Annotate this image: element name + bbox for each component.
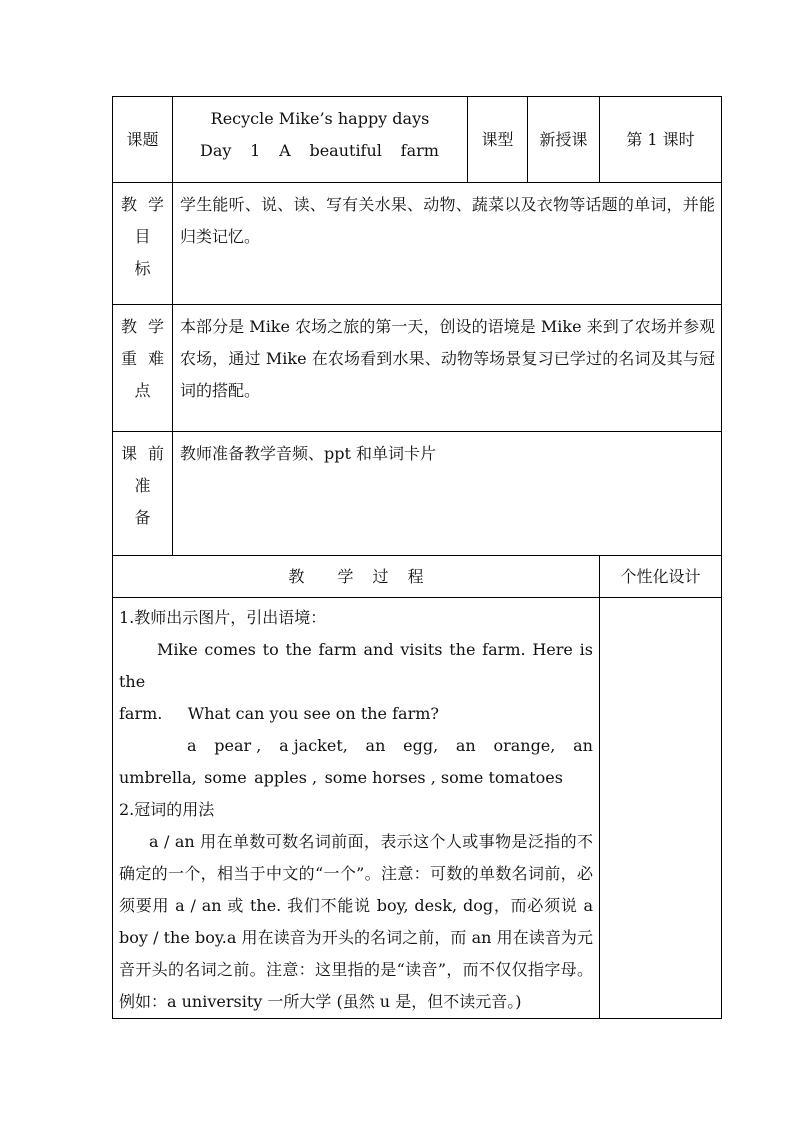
vocab-item: orange, — [493, 736, 556, 755]
period-cell — [600, 97, 722, 183]
header-row — [113, 97, 722, 183]
process-title-char4: 程 — [407, 566, 424, 586]
type-label-cell — [468, 97, 528, 183]
vocab-item: some — [204, 768, 247, 787]
vocab-item: an — [573, 736, 593, 755]
personal-design-cell — [600, 556, 722, 598]
lesson-title-line1: Recycle Mike’s happy days — [210, 109, 430, 128]
title-day-number: 1 — [250, 141, 261, 160]
preparation-label-cell — [113, 432, 173, 556]
vocab-item: apples , — [254, 768, 318, 787]
preparation-label-line1: 课 前 — [121, 444, 164, 463]
step2-heading: 2.冠词的用法 — [119, 800, 215, 819]
objectives-label-line1: 教 学 — [121, 195, 164, 214]
lesson-title-line2 — [173, 135, 467, 167]
preparation-label-line3: 备 — [134, 508, 151, 527]
process-content-cell — [113, 598, 600, 1019]
vocab-item: an — [365, 736, 386, 755]
key-points-label-line3: 点 — [134, 381, 151, 400]
preparation-text: 教师准备教学音频、ppt 和单词卡片 — [180, 444, 437, 463]
vocab-item: a jacket, — [279, 736, 348, 755]
objectives-row — [113, 183, 722, 305]
vocab-item: an — [455, 736, 476, 755]
vocab-list-line1 — [119, 730, 593, 762]
step1-line1: Mike comes to the farm and visits the farm. Here is the — [119, 640, 593, 691]
topic-label-cell — [113, 97, 173, 183]
vocab-item: egg, — [403, 736, 439, 755]
preparation-label-line2: 准 — [134, 476, 151, 495]
vocab-item: a — [187, 736, 197, 755]
key-points-label-cell — [113, 305, 173, 432]
type-value-cell — [528, 97, 600, 183]
topic-label: 课题 — [126, 129, 159, 149]
objectives-label-line2: 目 — [134, 227, 151, 246]
step1-heading: 1.教师出示图片，引出语境： — [119, 608, 327, 627]
process-title-char1: 教 — [288, 566, 305, 586]
title-article: A — [279, 141, 291, 160]
objectives-content-cell — [173, 183, 722, 305]
objectives-label-line3: 标 — [134, 259, 151, 278]
period-value: 第 1 课时 — [626, 129, 695, 149]
process-title-cell — [113, 556, 600, 598]
key-points-content-cell — [173, 305, 722, 432]
personal-design-label: 个性化设计 — [620, 566, 701, 586]
key-points-label-line2: 重 难 — [121, 349, 164, 368]
vocab-list-line2 — [119, 762, 593, 794]
lesson-title-cell — [173, 97, 468, 183]
type-value: 新授课 — [539, 129, 588, 149]
objectives-text: 学生能听、说、读、写有关水果、动物、蔬菜以及衣物等话题的单词，并能归类记忆。 — [180, 195, 715, 246]
step2-text: a / an 用在单数可数名词前面，表示这个人或事物是泛指的不确定的一个，相当于中文的“一个”。注意：可数的单数名词前，必须要用 a / an 或 the. 我们不能说 boy, desk, dog，而必须说 a boy / the boy.a 用在读音为开头的名词之前，而 an 用在读音为元音开头的名词之前。注意：这里指的是“读音”，而不仅仅指字母。例如：a university 一所大学 (虽然 u 是，但不读元音。) — [119, 832, 593, 1011]
process-title-char2: 学 — [337, 566, 354, 586]
key-points-label-line1: 教 学 — [121, 317, 164, 336]
process-title-char3: 过 — [372, 566, 389, 586]
vocab-item: some horses , some tomatoes — [324, 768, 563, 787]
step1-line2: farm. What can you see on the farm? — [119, 704, 439, 723]
type-label: 课型 — [481, 129, 514, 149]
preparation-row — [113, 432, 722, 556]
key-points-row — [113, 305, 722, 432]
title-noun: farm — [400, 141, 439, 160]
process-title-row — [113, 556, 722, 598]
title-adjective: beautiful — [309, 141, 382, 160]
key-points-text: 本部分是 Mike 农场之旅的第一天，创设的语境是 Mike 来到了农场并参观农场，通过 Mike 在农场看到水果、动物等场景复习已学过的名词及其与冠词的搭配。 — [180, 317, 715, 400]
lesson-plan-table — [112, 96, 722, 1019]
vocab-item: pear , — [214, 736, 262, 755]
vocab-item: umbrella, — [119, 768, 197, 787]
preparation-content-cell — [173, 432, 722, 556]
personal-design-content-cell — [600, 598, 722, 1019]
process-content-row — [113, 598, 722, 1019]
objectives-label-cell — [113, 183, 173, 305]
title-day: Day — [200, 141, 232, 160]
